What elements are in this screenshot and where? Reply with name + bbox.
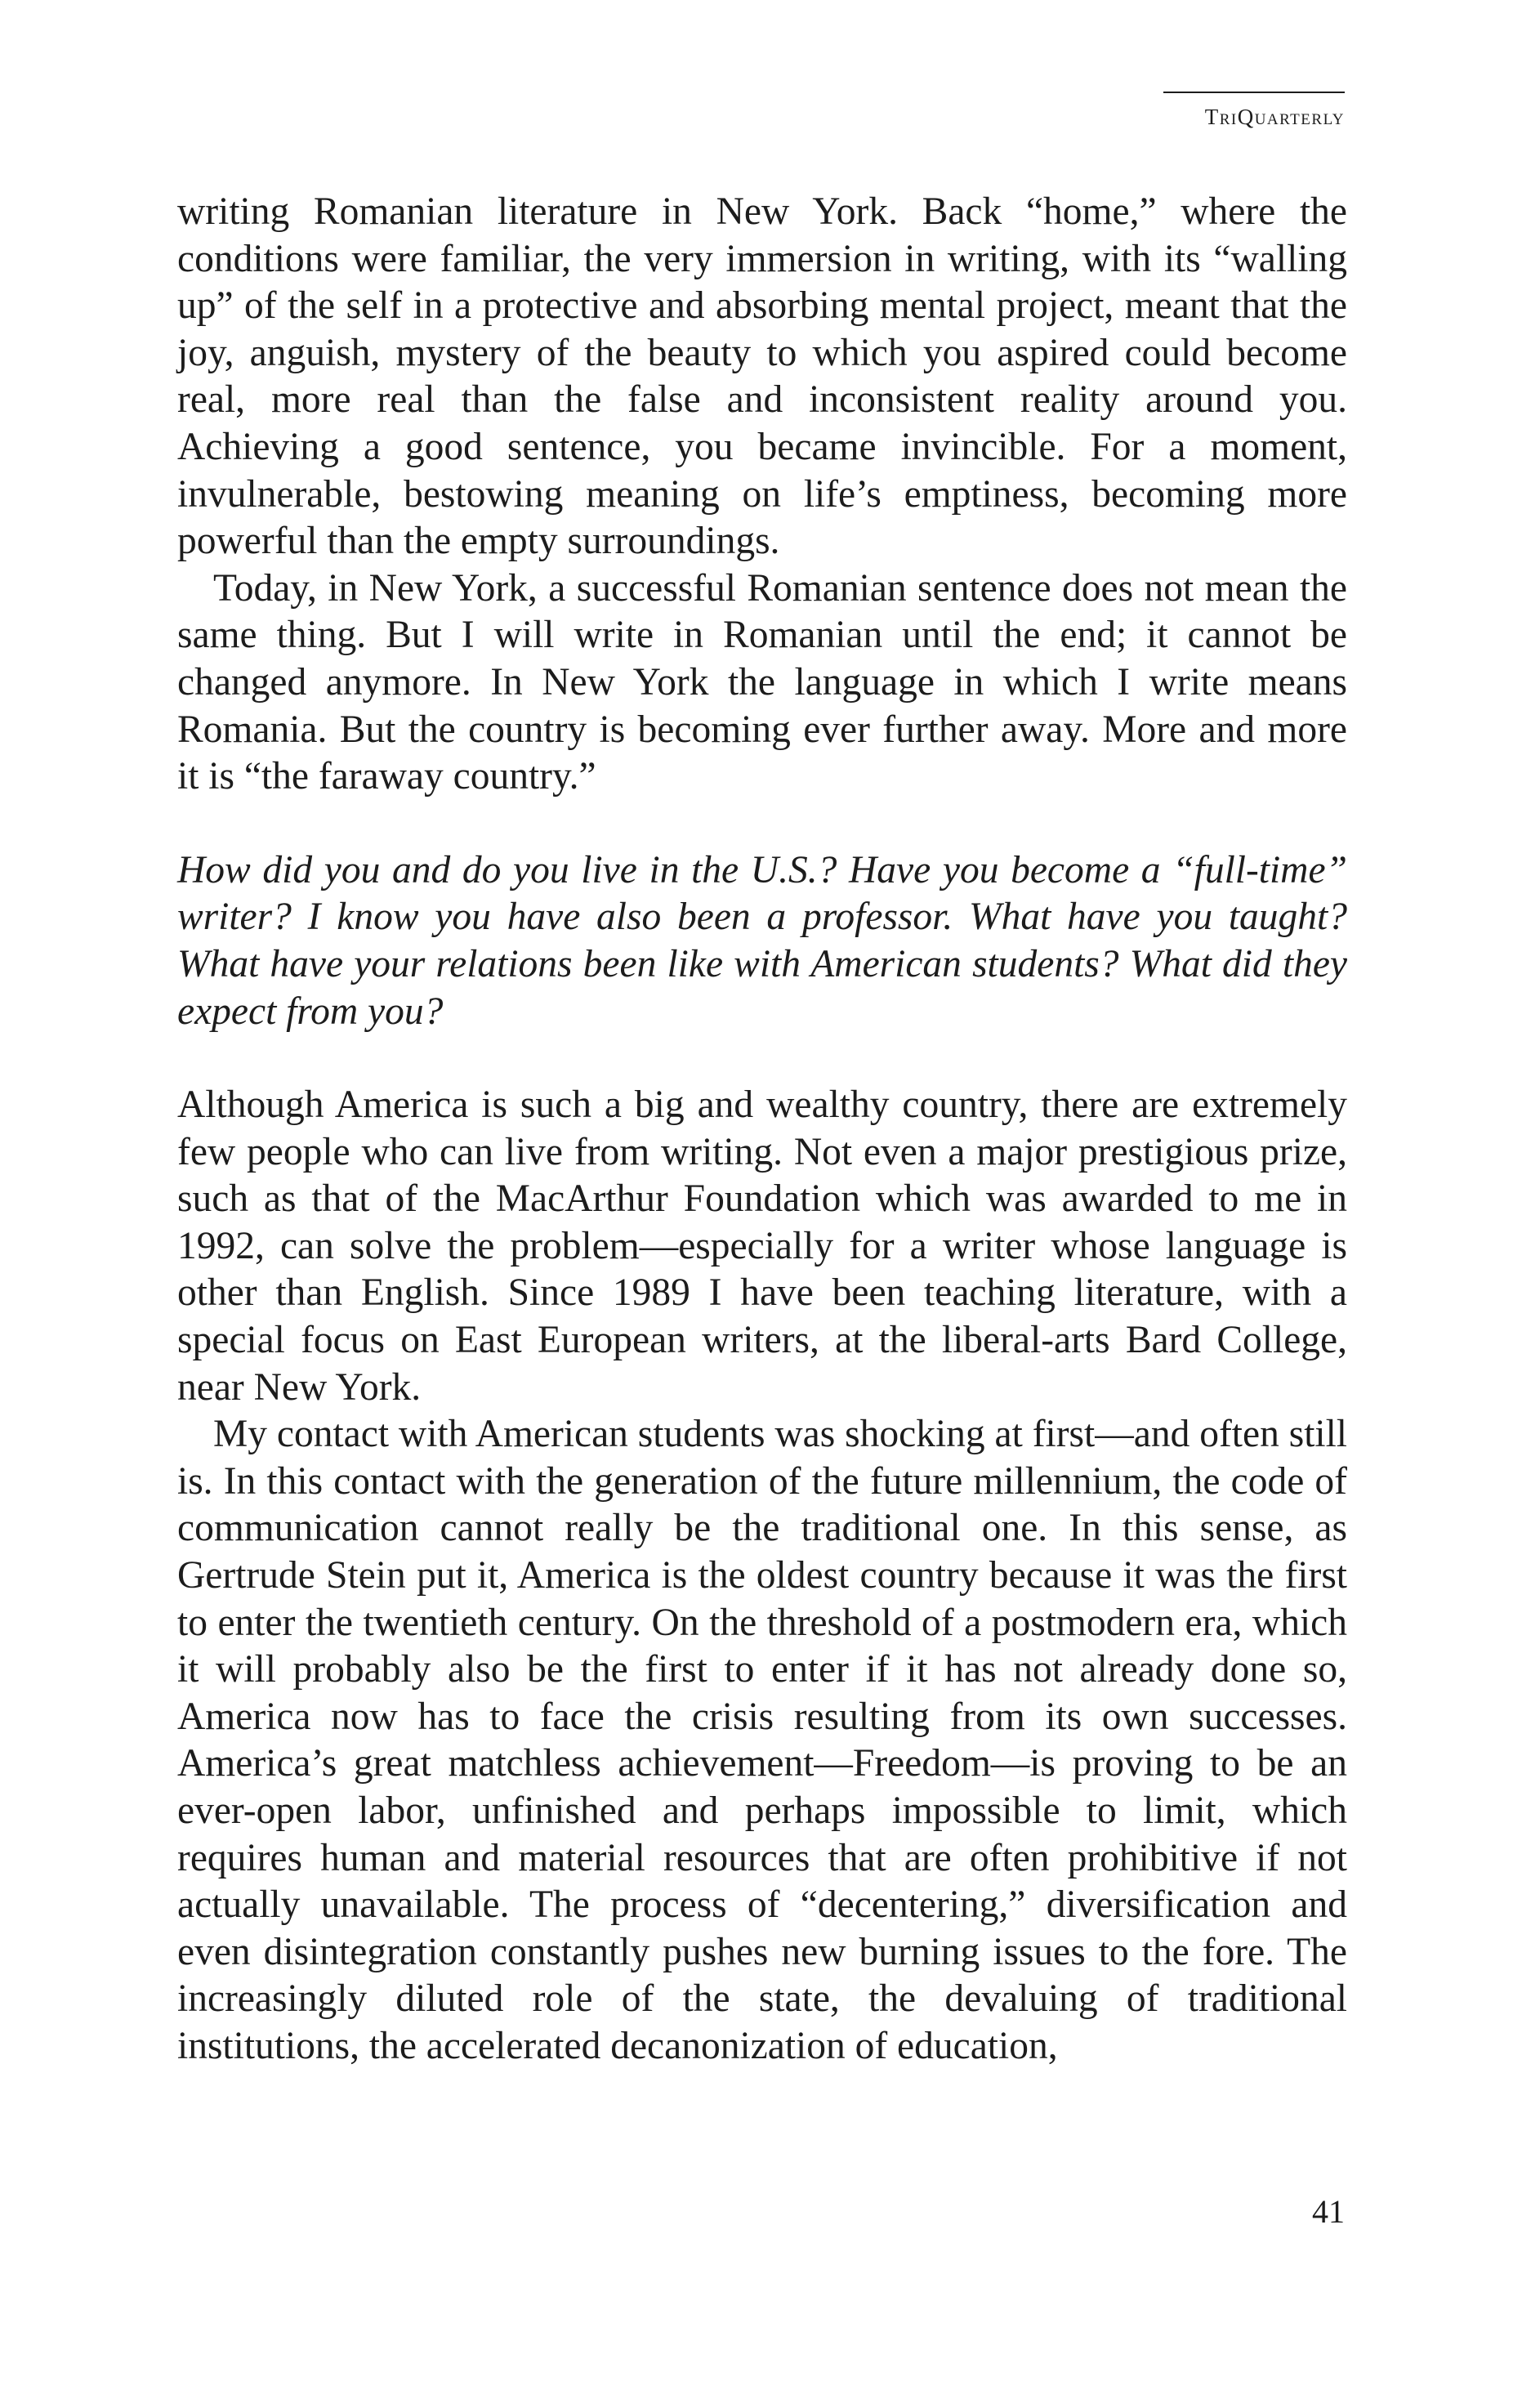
- page-number: 41: [1312, 2193, 1345, 2230]
- paragraph-continuation: writing Romanian literature in New York. Back “home,” where the conditions were familiar, the very immersion in writing, with its “walling up” of the self in a protective and absorbing mental project, meant that the joy, anguish, mystery of the beauty to which you aspired could become real, more real than the false and inconsistent reality around you. Achieving a good sentence, you became invincible. For a moment, invulnerable, bestowing meaning on life’s emptiness, becoming more powerful than the empty surroundings.: [177, 190, 1347, 563]
- journal-title: TriQuarterly: [1204, 105, 1345, 129]
- body-text: [177, 189, 1347, 2071]
- paragraph: Today, in New York, a successful Romanian sentence does not mean the same thing. But I will write in Romanian until the end; it cannot be changed anymore. In New York the language in which I write means Romania. But the country is becoming ever further away. More and more it is “the faraway country.”: [177, 566, 1347, 798]
- interview-answer: Although America is such a big and wealthy country, there are extremely few people who can live from writing. Not even a major prestigious prize, such as that of the MacArthur Foundation which was awarded to me in 1992, can solve the problem—especially for a writer whose language is other than English. Since 1989 I have been teaching literature, with a special focus on East European writers, at the liberal-arts Bard College, near New York.: [177, 1083, 1347, 1409]
- running-head: [1163, 92, 1345, 130]
- paragraph: My contact with American students was shocking at first—and often still is. In this contact with the generation of the future millennium, the code of communication cannot really be the traditional one. In this sense, as Gertrude Stein put it, America is the oldest country because it was the first to enter the twentieth century. On the threshold of a postmodern era, which it will probably also be the first to enter if it has not already done so, America now has to face the crisis resulting from its own successes. America’s great matchless achievement—Freedom—is proving to be an ever-open labor, unfinished and perhaps impossible to limit, which requires human and material resources that are often prohibitive if not actually unavailable. The process of “decentering,” diversification and even disintegration constantly pushes new burning issues to the fore. The increasingly diluted role of the state, the devaluing of traditional institutions, the accelerated decanonization of education,: [177, 1413, 1347, 2067]
- interview-question: How did you and do you live in the U.S.? Have you become a “full-time” writer? I know you have also been a professor. What have you taught? What have your relations been like with American students? What did they expect from you?: [177, 848, 1347, 1033]
- header-rule: [1163, 92, 1345, 93]
